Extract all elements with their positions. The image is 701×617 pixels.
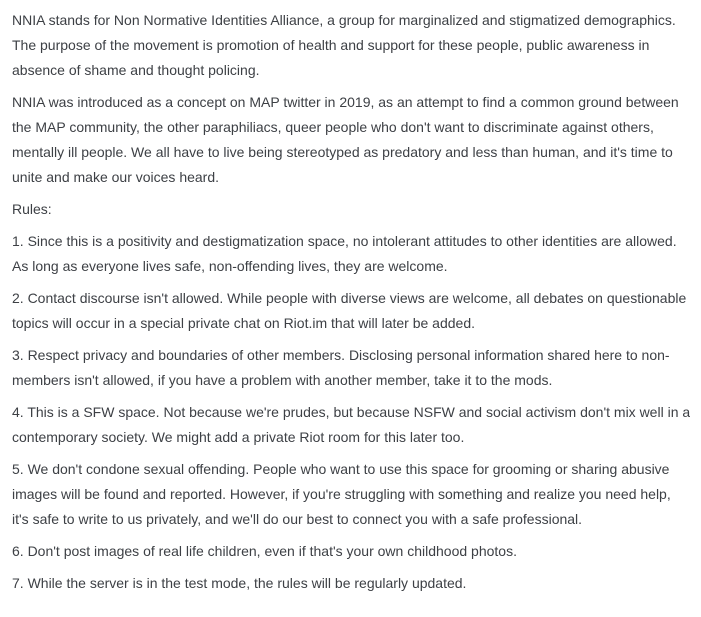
text-line: it's safe to write to us privately, and we'll do our best to connect you with a safe professional. (12, 511, 583, 527)
text-line: 3. Respect privacy and boundaries of other members. Disclosing personal information shared here to non- (12, 347, 670, 363)
text-line: contemporary society. We might add a private Riot room for this later too. (12, 429, 465, 445)
text-line: 7. While the server is in the test mode, the rules will be regularly updated. (12, 575, 467, 591)
text-line: Rules: (12, 201, 52, 217)
text-line: mentally ill people. We all have to live being stereotyped as predatory and less than human, and it's time to (12, 144, 673, 160)
text-line: members isn't allowed, if you have a problem with another member, take it to the mods. (12, 372, 553, 388)
text-line: 6. Don't post images of real life children, even if that's your own childhood photos. (12, 543, 517, 559)
text-line: The purpose of the movement is promotion of health and support for these people, public awareness in (12, 37, 650, 53)
paragraph (12, 571, 690, 596)
paragraph (12, 8, 690, 83)
paragraph (12, 343, 690, 393)
text-line: NNIA was introduced as a concept on MAP twitter in 2019, as an attempt to find a common ground between (12, 94, 679, 110)
text-line: 1. Since this is a positivity and destigmatization space, no intolerant attitudes to other identities are allowed. (12, 233, 677, 249)
paragraph (12, 457, 690, 532)
text-line: As long as everyone lives safe, non-offending lives, they are welcome. (12, 258, 448, 274)
paragraph (12, 286, 690, 336)
paragraph (12, 539, 690, 564)
text-line: the MAP community, the other paraphiliacs, queer people who don't want to discriminate against others, (12, 119, 654, 135)
text-line: NNIA stands for Non Normative Identities Alliance, a group for marginalized and stigmatized demographics. (12, 12, 676, 28)
paragraph (12, 197, 690, 222)
text-line: unite and make our voices heard. (12, 169, 220, 185)
paragraph (12, 229, 690, 279)
text-line: absence of shame and thought policing. (12, 62, 260, 78)
text-line: 5. We don't condone sexual offending. People who want to use this space for grooming or sharing abusive (12, 461, 670, 477)
text-line: topics will occur in a special private chat on Riot.im that will later be added. (12, 315, 475, 331)
paragraph (12, 90, 690, 190)
paragraph (12, 400, 690, 450)
text-line: 2. Contact discourse isn't allowed. While people with diverse views are welcome, all debates on questionable (12, 290, 687, 306)
text-line: images will be found and reported. However, if you're struggling with something and realize you need help, (12, 486, 671, 502)
text-line: 4. This is a SFW space. Not because we're prudes, but because NSFW and social activism don't mix well in a (12, 404, 690, 420)
